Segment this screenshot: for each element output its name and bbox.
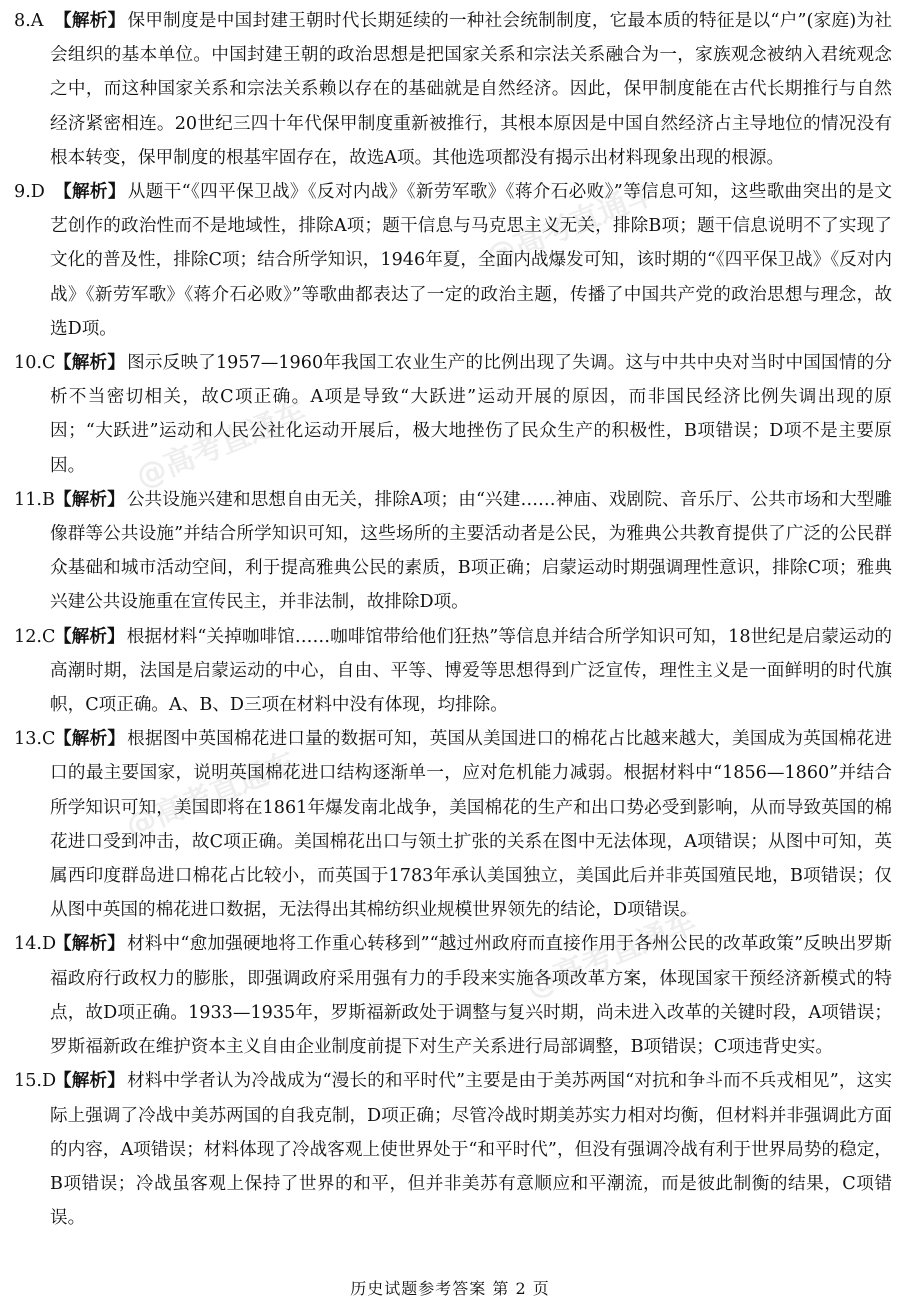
answer-letter: C <box>41 729 56 750</box>
answer-item <box>14 722 892 927</box>
watermark: @高考直通车 <box>481 175 662 276</box>
analysis-tag: 【解析】 <box>54 181 126 203</box>
analysis-text: 图示反映了1957—1960年我国工农业生产的比例出现了失调。这与中共中央对当时中国国情的分析不当密切相关，故C项正确。A项是导致“大跃进”运动开展的原因，而非国民经济比例失调出现的原因；“大跃进”运动和人民公社化运动开展后，极大地挫伤了民众生产的积极性，B项错误；D项不是主要原因。 <box>50 353 892 476</box>
answer-item <box>14 1064 892 1235</box>
analysis-text: 根据材料“关掉咖啡馆……咖啡馆带给他们狂热”等信息并结合所学知识可知，18世纪是启蒙运动的高潮时期，法国是启蒙运动的中心，自由、平等、博爱等思想得到广泛宣传，理性主义是一面鲜明的时代旗帜，C项正确。A、B、D三项在材料中没有体现，均排除。 <box>50 626 892 716</box>
question-number: 8. <box>14 11 31 31</box>
question-number: 13. <box>14 729 42 750</box>
analysis-tag: 【解析】 <box>54 1070 126 1092</box>
watermark: @高考直通车 <box>121 745 302 846</box>
question-number: 10. <box>14 353 42 374</box>
analysis-tag: 【解析】 <box>54 933 126 955</box>
answer-letter: C <box>41 353 56 374</box>
answer-item <box>14 346 892 483</box>
watermark: @高考直通车 <box>521 905 702 1006</box>
analysis-text: 公共设施兴建和思想自由无关，排除A项；由“兴建……神庙、戏剧院、音乐厅、公共市场和大型雕像群等公共设施”并结合所学知识可知，这些场所的主要活动者是公民，为雅典公共教育提供了广泛的公民群众基础和城市活动空间，利于提高雅典公民的素质，B项正确；启蒙运动时期强调理性意识，排除C项；雅典兴建公共设施重在宣传民主，并非法制，故排除D项。 <box>50 489 892 613</box>
analysis-tag: 【解析】 <box>54 488 125 510</box>
answer-letter: B <box>41 489 55 510</box>
answer-letter: D <box>30 182 45 203</box>
analysis-tag: 【解析】 <box>54 10 126 31</box>
watermark: @高考直通车 <box>131 395 312 496</box>
analysis-tag: 【解析】 <box>54 625 125 647</box>
analysis-text: 根据图中英国棉花进口量的数据可知，英国从美国进口的棉花占比越来越大，美国成为英国棉花进口的最主要国家，说明英国棉花进口结构逐渐单一，应对危机能力减弱。根据材料中“1856—1860”并结合所学知识可知，美国即将在1861年爆发南北战争，美国棉花的生产和出口势必受到影响，从而导致英国的棉花进口受到冲击，故C项正确。美国棉花出口与领土扩张的关系在图中无法体现，A项错误；从图中可知，英属西印度群岛进口棉花占比较小，而英国于1783年承认美国独立，美国此后并非英国殖民地，B项错误；仅从图中英国的棉花进口数据，无法得出其棉纺织业规模世界领先的结论，D项错误。 <box>50 729 892 921</box>
analysis-text: 从题干“《四平保卫战》《反对内战》《新劳军歌》《蒋介石必败》”等信息可知，这些歌曲突出的是文艺创作的政治性而不是地域性，排除A项；题干信息与马克思主义无关，排除B项；题干信息说明不了实现了文化的普及性，排除C项；结合所学知识，1946年夏，全面内战爆发可知，该时期的“《四平保卫战》《反对内战》《新劳军歌》《蒋介石必败》”等歌曲都表达了一定的政治主题，传播了中国共产党的政治思想与理念，故选D项。 <box>50 182 892 339</box>
answer-letter: C <box>41 626 56 647</box>
question-number: 11. <box>14 489 42 510</box>
answer-letter: A <box>30 11 44 31</box>
answer-item <box>14 483 892 620</box>
analysis-text: 材料中“愈加强硬地将工作重心转移到”“越过州政府而直接作用于各州公民的改革政策”反映出罗斯福政府行政权力的膨胀，即强调政府采用强有力的手段来实施各项改革方案，体现国家干预经济新模式的特点，故D项正确。1933—1935年，罗斯福新政处于调整与复兴时期，尚未进入改革的关键时段，A项错误；罗斯福新政在维护资本主义自由企业制度前提下对生产关系进行局部调整，B项错误；C项违背史实。 <box>50 934 892 1058</box>
answer-letter: D <box>41 934 57 955</box>
answer-letter: D <box>41 1071 57 1092</box>
answer-item <box>14 175 892 346</box>
analysis-text: 材料中学者认为冷战成为“漫长的和平时代”主要是由于美苏两国“对抗和争斗而不兵戎相见”，这实际上强调了冷战中美苏两国的自我克制，D项正确；尽管冷战时期美苏实力相对均衡，但材料并非强调此方面的内容，A项错误；材料体现了冷战客观上使世界处于“和平时代”，但没有强调冷战有利于世界局势的稳定，B项错误；冷战虽客观上保持了世界的和平，但并非美苏有意顺应和平潮流，而是彼此制衡的结果，C项错误。 <box>50 1071 892 1229</box>
question-number: 15. <box>14 1071 42 1092</box>
question-number: 14. <box>14 934 42 955</box>
analysis-tag: 【解析】 <box>54 728 126 750</box>
answer-list <box>14 4 892 1235</box>
answer-item <box>14 4 892 175</box>
answer-item <box>14 927 892 1064</box>
answer-item <box>14 620 892 723</box>
page-footer: 历史试题参考答案 第 2 页 <box>350 1279 550 1298</box>
analysis-tag: 【解析】 <box>54 352 126 374</box>
analysis-text: 保甲制度是中国封建王朝时代长期延续的一种社会统制制度，它最本质的特征是以“户”(家庭)为社会组织的基本单位。中国封建王朝的政治思想是把国家关系和宗法关系融合为一，家族观念被纳入君统观念之中，而这种国家关系和宗法关系赖以存在的基础就是自然经济。因此，保甲制度能在古代长期推行与自然经济紧密相连。20世纪三四十年代保甲制度重新被推行，其根本原因是中国自然经济占主导地位的情况没有根本转变，保甲制度的根基牢固存在，故选A项。其他选项都没有揭示出材料现象出现的根源。 <box>50 11 892 168</box>
question-number: 9. <box>14 182 31 203</box>
question-number: 12. <box>14 626 42 647</box>
